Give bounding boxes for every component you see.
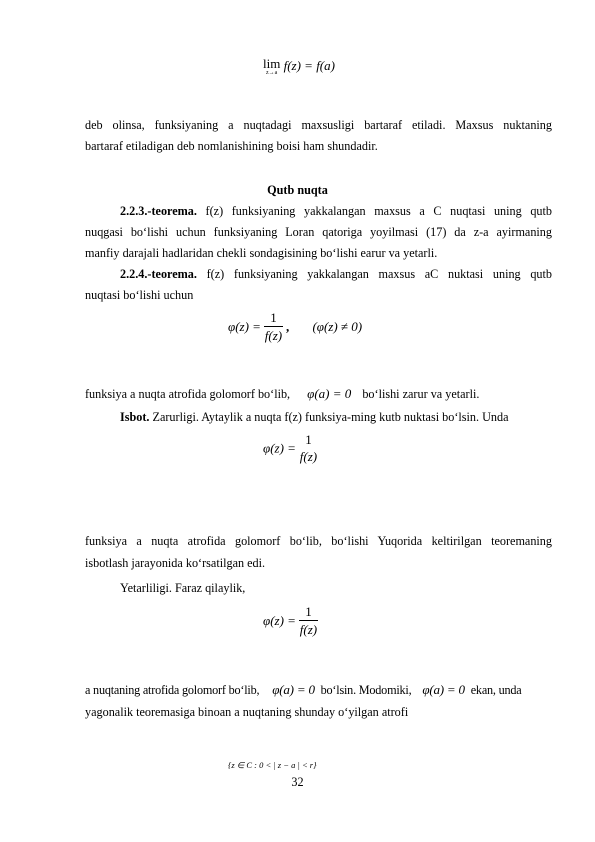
theorem1-text: f(z) funksiyaning yakkalangan maxsus a C nuqtasi uning qutb <box>196 204 552 218</box>
page-number: 32 <box>291 775 304 789</box>
formula-phi-definition <box>228 310 362 344</box>
formula-limit <box>263 58 335 77</box>
formula-phi-2 <box>263 432 318 465</box>
phi2-numerator: 1 <box>305 432 312 447</box>
para3-line2: yagonalik teoremasiga binoan a nuqtaning shunday o‘yilgan atrofi <box>85 705 409 719</box>
sufficiency-line: Yetarliligi. Faraz qilaylik, <box>120 581 246 595</box>
phi2-fraction <box>299 432 318 465</box>
section-heading <box>0 182 595 198</box>
holo-formula: φ(a) = 0 <box>307 386 352 401</box>
phi2-lhs: φ(z) = <box>263 440 296 456</box>
proof-line <box>120 409 552 425</box>
theorem1-label: 2.2.3.-teorema. <box>120 204 197 218</box>
phi-condition: (φ(z) ≠ 0) <box>312 319 363 334</box>
para2-line1: funksiya a nuqta atrofida golomorf bo‘lib, bo‘lishi Yuqorida keltirilgan teoremaning <box>85 534 552 548</box>
para3-end: ekan, unda <box>470 683 522 697</box>
limit-operator: lim <box>263 56 281 71</box>
para1-line2: bartaraf etiladigan deb nomlanishining boisi ham shundadir. <box>85 139 378 153</box>
phi3-lhs: φ(z) = <box>263 613 296 628</box>
para3-formula1: φ(a) = 0 <box>272 682 315 697</box>
para2-line2: isbotlash jarayonida ko‘rsatilgan edi. <box>85 556 266 570</box>
phi-fraction <box>264 310 283 344</box>
holomorphic-line <box>85 386 552 402</box>
phi3-denominator: f(z) <box>299 622 318 637</box>
para3-formula2: φ(a) = 0 <box>422 682 465 697</box>
formula-phi-3 <box>263 604 318 638</box>
limit-subscript: z→a <box>266 70 278 76</box>
phi3-numerator: 1 <box>299 604 318 621</box>
heading-text: Qutb nuqta <box>267 183 328 197</box>
theorem1-line3: manfiy darajali hadlaridan chekli sondagisining bo‘lishi earur va yetarli. <box>85 246 438 260</box>
theorem2-line2: nuqtasi bo‘lishi uchun <box>85 288 194 302</box>
proof-label: Isbot. <box>120 410 150 424</box>
phi-numerator: 1 <box>264 310 283 327</box>
holo-after: bo‘lishi zarur va yetarli. <box>362 387 480 401</box>
phi3-fraction <box>299 604 318 638</box>
proof-text: Zarurligi. Aytaylik a nuqta f(z) funksiya-ming kutb nuktasi bo‘lsin. Unda <box>149 410 509 424</box>
phi-separator: , <box>285 319 290 334</box>
phi-denominator: f(z) <box>264 328 283 343</box>
holo-before: funksiya a nuqta atrofida golomorf bo‘lib, <box>85 387 291 401</box>
para1-line1: deb olinsa, funksiyaning a nuqtadagi maxsusligi bartaraf etiladi. Maxsus nuktaning <box>85 118 552 132</box>
theorem2-line1 <box>120 266 552 282</box>
theorem2-text: f(z) funksiyaning yakkalangan maxsus aC nuktasi uning qutb <box>196 267 552 281</box>
para3-mid: bo‘lsin. Modomiki, <box>320 683 412 697</box>
theorem1-line2: nuqgasi bo‘lishi uchun funksiyaning Loran qatoriga yoyilmasi (17) da z-a ayirmaning <box>85 225 552 239</box>
phi-lhs: φ(z) = <box>228 319 261 334</box>
theorem1-line1 <box>120 203 552 219</box>
phi2-denominator: f(z) <box>299 449 318 464</box>
formula-set: {z ∈ C : 0 < | z − a | < r} <box>228 760 317 770</box>
limit-body: f(z) = f(a) <box>283 58 335 73</box>
theorem2-label: 2.2.4.-teorema. <box>120 267 197 281</box>
para3-line1 <box>85 682 552 698</box>
para3-start: a nuqtaning atrofida golomorf bo‘lib, <box>85 683 260 697</box>
